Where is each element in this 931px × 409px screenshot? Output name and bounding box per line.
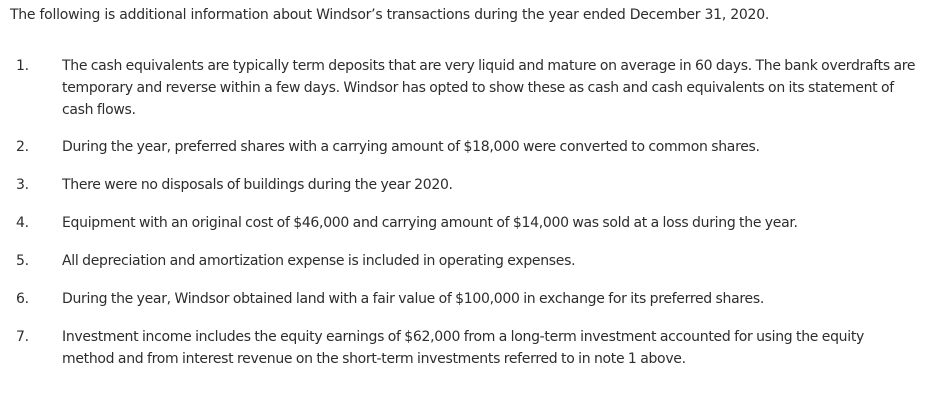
intro-text: The following is additional information about Windsor’s transactions during the year ended December 31, 2020. xyxy=(10,7,770,23)
note-text: The cash equivalents are typically term deposits that are very liquid and mature on average in 60 days. The bank overdrafts are temporary and reverse within a few days. Windsor has opted to show these as cash and cash equivalents on its statement of cash flows. xyxy=(62,58,916,118)
note-number: 6. xyxy=(16,291,29,307)
note-number: 1. xyxy=(16,58,29,74)
note-text: There were no disposals of buildings during the year 2020. xyxy=(62,177,453,193)
note-text: Equipment with an original cost of $46,000 and carrying amount of $14,000 was sold at a loss during the year. xyxy=(62,215,798,231)
note-number: 3. xyxy=(16,177,29,193)
note-text: All depreciation and amortization expense is included in operating expenses. xyxy=(62,253,576,269)
note-number: 4. xyxy=(16,215,29,231)
note-number: 7. xyxy=(16,329,29,345)
note-text: During the year, preferred shares with a carrying amount of $18,000 were converted to common shares. xyxy=(62,139,760,155)
note-number: 2. xyxy=(16,139,29,155)
note-text: During the year, Windsor obtained land with a fair value of $100,000 in exchange for its preferred shares. xyxy=(62,291,764,307)
note-text: Investment income includes the equity earnings of $62,000 from a long-term investment accounted for using the equity method and from interest revenue on the short-term investments referred to in note 1 above. xyxy=(62,329,865,367)
note-number: 5. xyxy=(16,253,29,269)
